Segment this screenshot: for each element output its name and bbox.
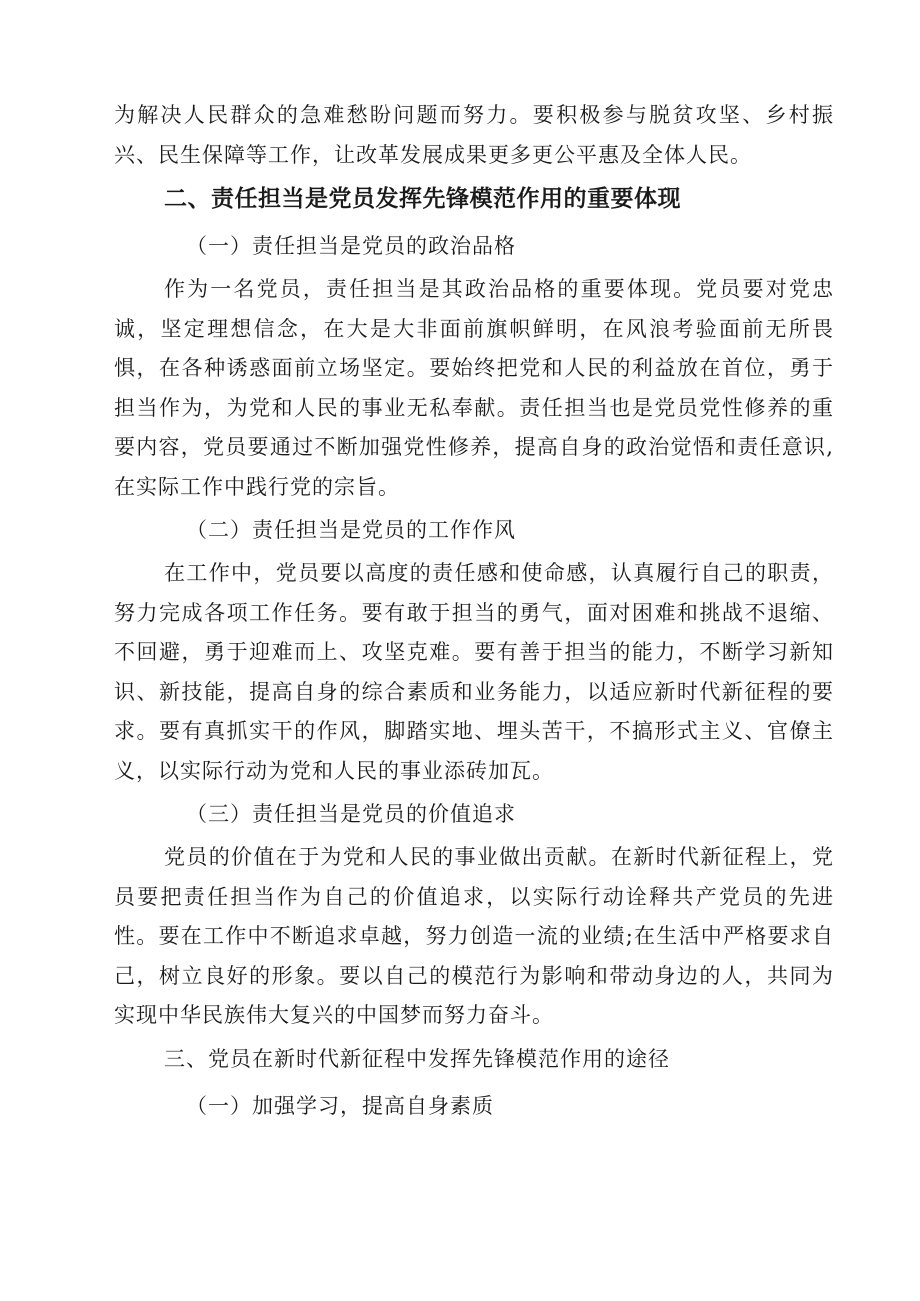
paragraph-2-1: 作为一名党员，责任担当是其政治品格的重要体现。党员要对党忠诚，坚定理想信念，在大是大非面前旗帜鲜明，在风浪考验面前无所畏惧，在各种诱惑面前立场坚定。要始终把党和人民的利益放在首位，勇于担当作为，为党和人民的事业无私奉献。责任担当也是党员党性修养的重要内容，党员要通过不断加强党性修养，提高自身的政治觉悟和责任意识,在实际工作中践行党的宗旨。 [114, 277, 834, 499]
subsection-heading-3-1: （一）加强学习，提高自身素质 [186, 1093, 494, 1118]
section-heading-2: 二、责任担当是党员发挥先锋模范作用的重要体现 [164, 186, 681, 212]
section-heading-3: 三、党员在新时代新征程中发挥先锋模范作用的途径 [164, 1046, 670, 1071]
document-body [114, 96, 834, 1130]
paragraph-2-2: 在工作中，党员要以高度的责任感和使命感，认真履行自己的职责，努力完成各项工作任务。要有敢于担当的勇气，面对困难和挑战不退缩、不回避，勇于迎难而上、攻坚克难。要有善于担当的能力，不断学习新知识、新技能，提高自身的综合素质和业务能力，以适应新时代新征程的要求。要有真抓实干的作风，脚踏实地、埋头苦干，不搞形式主义、官僚主义，以实际行动为党和人民的事业添砖加瓦。 [114, 561, 834, 783]
paragraph-2-3: 党员的价值在于为党和人民的事业做出贡献。在新时代新征程上，党员要把责任担当作为自己的价值追求，以实际行动诠释共产党员的先进性。要在工作中不断追求卓越，努力创造一流的业绩;在生活中严格要求自己，树立良好的形象。要以自己的模范行为影响和带动身边的人，共同为实现中华民族伟大复兴的中国梦而努力奋斗。 [114, 845, 834, 1027]
subsection-heading-2-2: （二）责任担当是党员的工作作风 [186, 518, 516, 542]
subsection-heading-2-1: （一）责任担当是党员的政治品格 [186, 234, 516, 258]
subsection-heading-2-3: （三）责任担当是党员的价值追求 [186, 802, 516, 826]
intro-paragraph: 为解决人民群众的急难愁盼问题而努力。要积极参与脱贫攻坚、乡村振兴、民生保障等工作，让改革发展成果更多更公平惠及全体人民。 [114, 103, 834, 167]
